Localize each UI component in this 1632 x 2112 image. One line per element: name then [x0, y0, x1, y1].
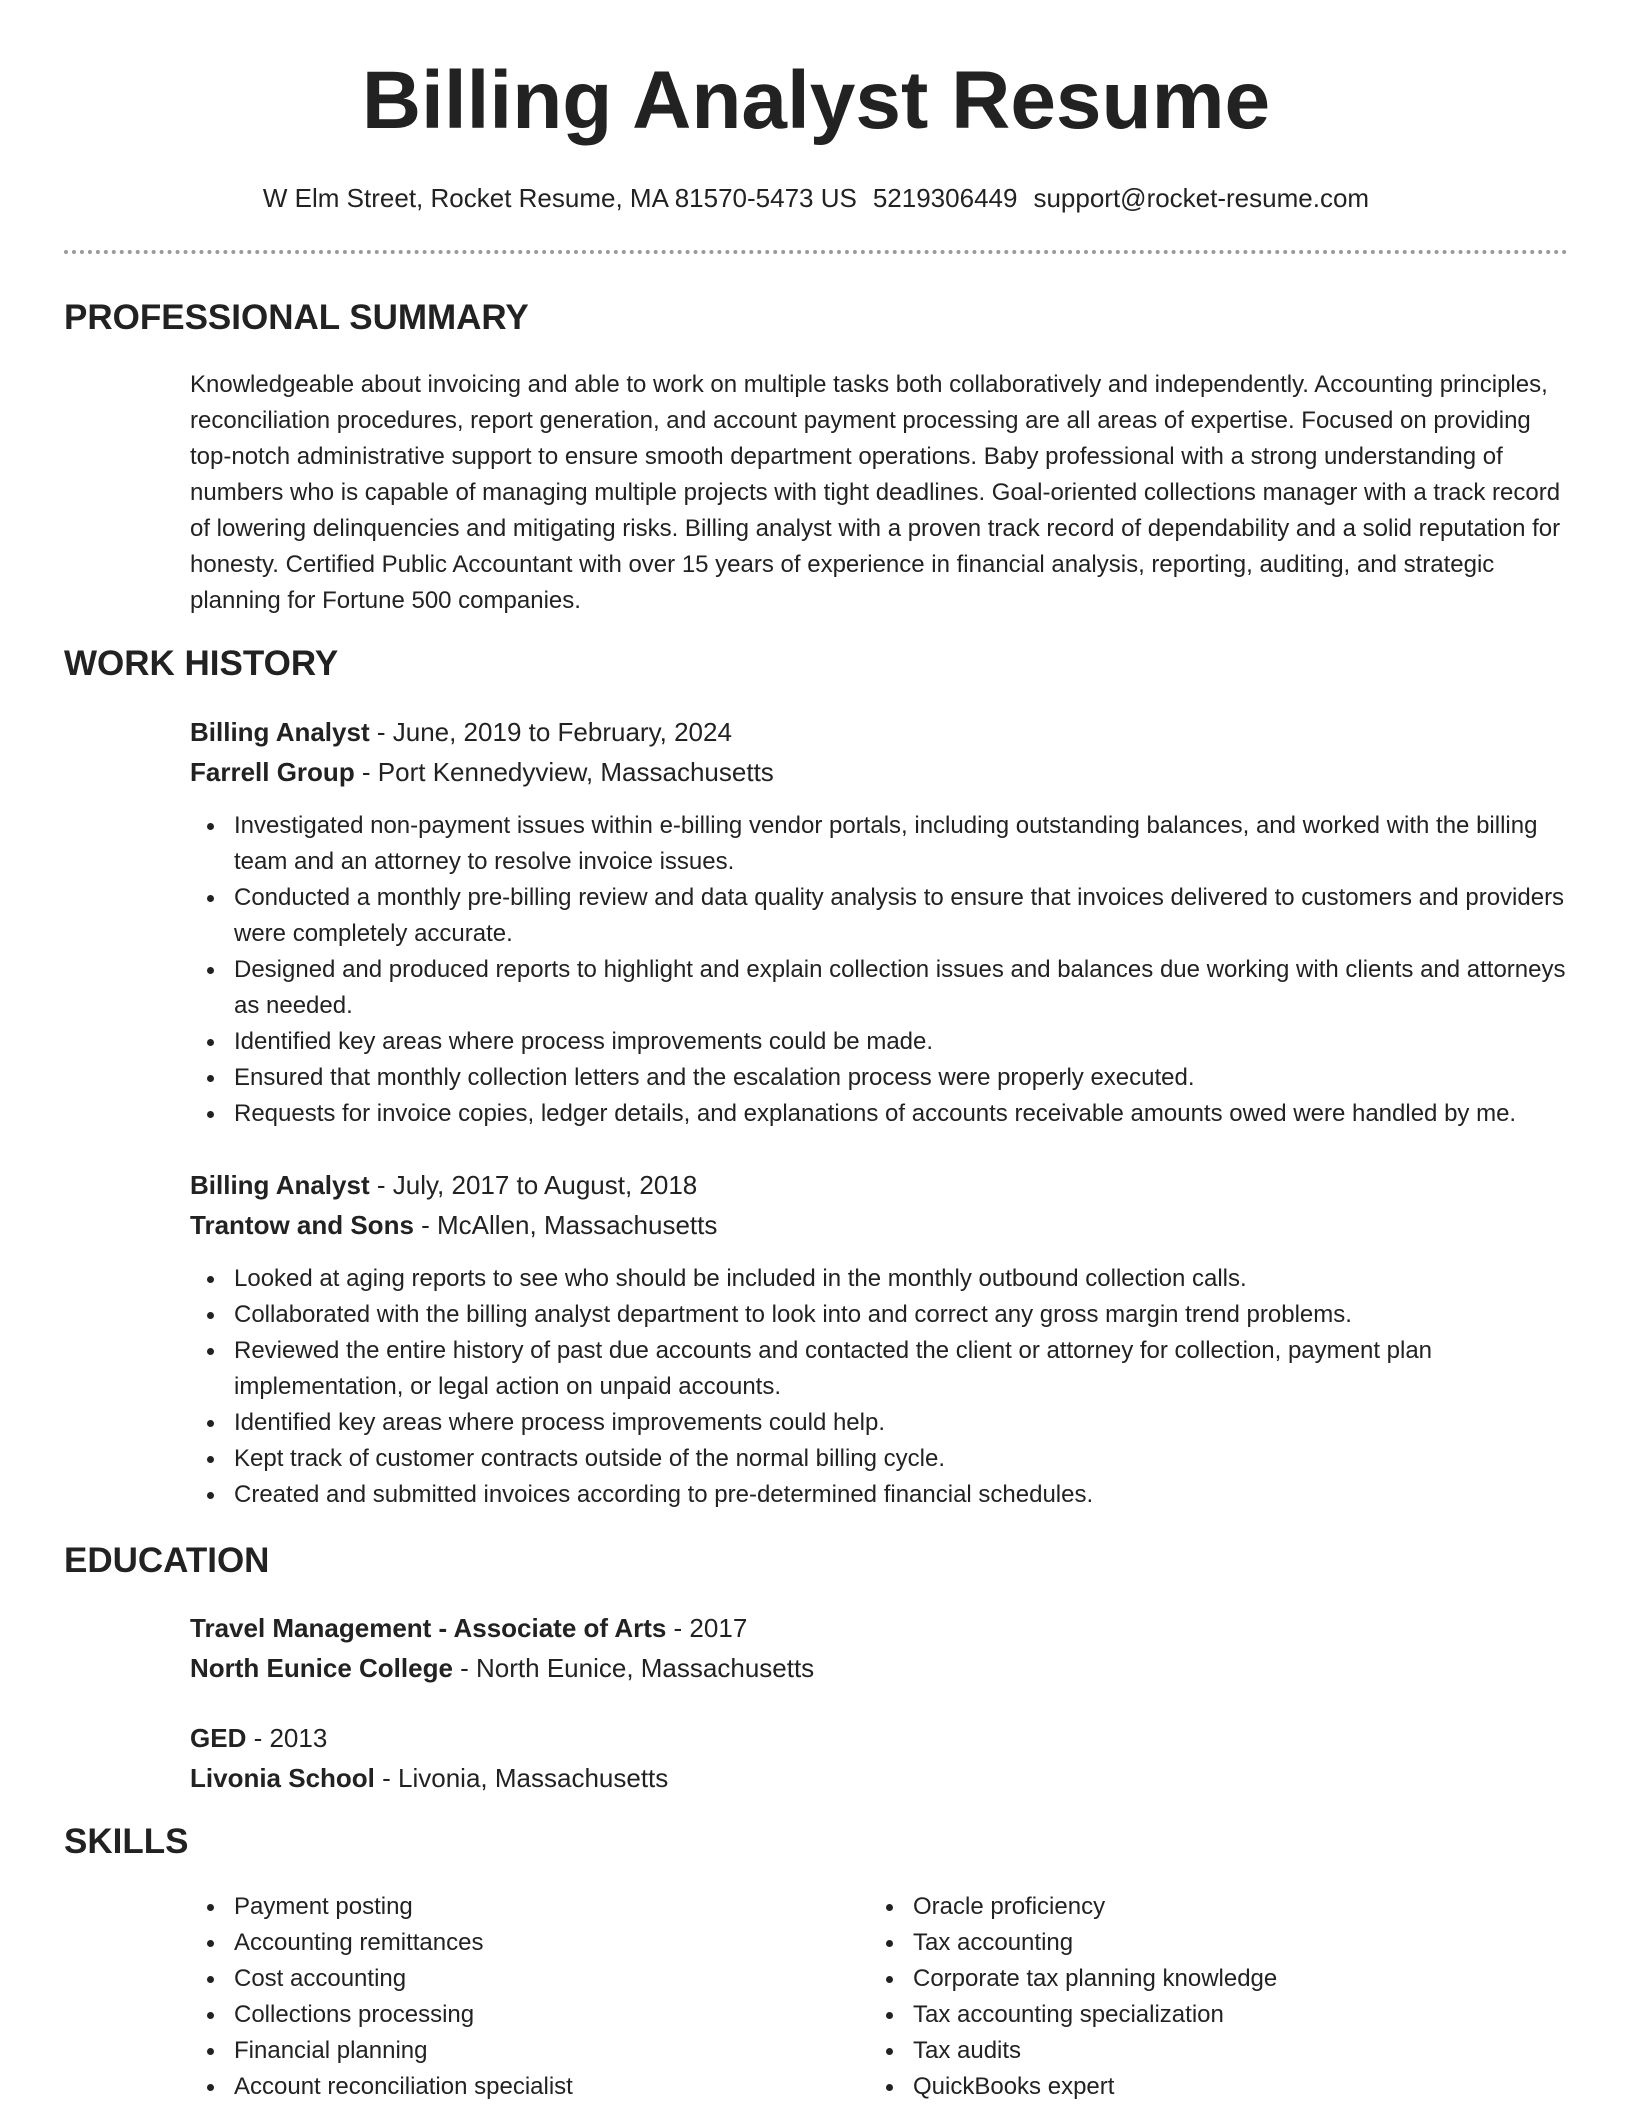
skills-list-right: [869, 1889, 1429, 2105]
education-location: - North Eunice, Massachusetts: [452, 1653, 815, 1683]
list-item: Created and submitted invoices according to pre-determined financial schedules.: [190, 1477, 1570, 1513]
skill-item: Tax accounting: [869, 1925, 1429, 1961]
header-divider: [64, 250, 1568, 254]
skill-item: Oracle proficiency: [869, 1889, 1429, 1925]
education-school-line: [190, 1763, 668, 1794]
list-item: Kept track of customer contracts outside of the normal billing cycle.: [190, 1441, 1570, 1477]
skill-item: QuickBooks expert: [869, 2069, 1429, 2105]
job-dates: - June, 2019 to February, 2024: [369, 717, 732, 747]
education-school-line: [190, 1653, 814, 1684]
job-company-line: [190, 1210, 717, 1241]
education-school: North Eunice College: [190, 1653, 453, 1683]
job-location: - Port Kennedyview, Massachusetts: [354, 757, 774, 787]
education-degree: Travel Management - Associate of Arts: [190, 1613, 667, 1643]
job-title-line: [190, 717, 732, 748]
list-item: Requests for invoice copies, ledger details, and explanations of accounts receivable amounts owed were handled by me.: [190, 1096, 1570, 1132]
education-school: Livonia School: [190, 1763, 375, 1793]
list-item: Designed and produced reports to highlight and explain collection issues and balances due working with clients and attorneys as needed.: [190, 952, 1570, 1024]
contact-address: W Elm Street, Rocket Resume, MA 81570-5473 US: [262, 183, 857, 213]
skill-item: Financial planning: [190, 2033, 750, 2069]
education-degree-line: [190, 1723, 327, 1754]
education-year: - 2013: [246, 1723, 328, 1753]
skill-item: Collections processing: [190, 1997, 750, 2033]
job-bullets: [190, 808, 1570, 1132]
job-company: Farrell Group: [190, 757, 355, 787]
contact-phone: 5219306449: [872, 183, 1018, 213]
skill-item: Tax accounting specialization: [869, 1997, 1429, 2033]
education-location: - Livonia, Massachusetts: [374, 1763, 669, 1793]
contact-line: [0, 183, 1632, 214]
job-company-line: [190, 757, 774, 788]
list-item: Ensured that monthly collection letters and the escalation process were properly executed.: [190, 1060, 1570, 1096]
list-item: Investigated non-payment issues within e-billing vendor portals, including outstanding balances, and worked with the billing team and an attorney to resolve invoice issues.: [190, 808, 1570, 880]
summary-text: Knowledgeable about invoicing and able to work on multiple tasks both collaboratively and independently. Accounting principles, reconciliation procedures, report generation, and account payment processing are all areas of expertise. Focused on providing top-notch administrative support to ensure smooth department operations. Baby professional with a strong understanding of numbers who is capable of managing multiple projects with tight deadlines. Goal-oriented collections manager with a track record of lowering delinquencies and mitigating risks. Billing analyst with a proven track record of dependability and a solid reputation for honesty. Certified Public Accountant with over 15 years of experience in financial analysis, reporting, auditing, and strategic planning for Fortune 500 companies.: [190, 371, 1561, 614]
skill-item: Cost accounting: [190, 1961, 750, 1997]
resume-title: Billing Analyst Resume: [361, 55, 1271, 146]
list-item: Collaborated with the billing analyst department to look into and correct any gross margin trend problems.: [190, 1297, 1570, 1333]
job-company: Trantow and Sons: [190, 1210, 414, 1240]
job-dates: - July, 2017 to August, 2018: [369, 1170, 698, 1200]
skill-item: Corporate tax planning knowledge: [869, 1961, 1429, 1997]
job-title: Billing Analyst: [190, 717, 370, 747]
list-item: Identified key areas where process improvements could help.: [190, 1405, 1570, 1441]
list-item: Identified key areas where process improvements could be made.: [190, 1024, 1570, 1060]
job-bullets: [190, 1261, 1570, 1513]
skill-item: Payment posting: [190, 1889, 750, 1925]
summary-heading: PROFESSIONAL SUMMARY: [64, 298, 529, 337]
education-degree-line: [190, 1613, 747, 1644]
contact-email[interactable]: support@rocket-resume.com: [1033, 183, 1370, 213]
skill-item: Tax audits: [869, 2033, 1429, 2069]
education-year: - 2017: [666, 1613, 748, 1643]
education-degree: GED: [190, 1723, 247, 1753]
education-heading: EDUCATION: [64, 1541, 270, 1580]
skills-list-left: [190, 1889, 750, 2105]
job-title-line: [190, 1170, 697, 1201]
list-item: Reviewed the entire history of past due accounts and contacted the client or attorney for collection, payment plan implementation, or legal action on unpaid accounts.: [190, 1333, 1570, 1405]
skills-heading: SKILLS: [64, 1822, 189, 1861]
skill-item: Account reconciliation specialist: [190, 2069, 750, 2105]
job-title: Billing Analyst: [190, 1170, 370, 1200]
list-item: Conducted a monthly pre-billing review and data quality analysis to ensure that invoices delivered to customers and providers were completely accurate.: [190, 880, 1570, 952]
work-history-heading: WORK HISTORY: [64, 644, 339, 683]
skill-item: Accounting remittances: [190, 1925, 750, 1961]
job-location: - McAllen, Massachusetts: [413, 1210, 718, 1240]
list-item: Looked at aging reports to see who should be included in the monthly outbound collection calls.: [190, 1261, 1570, 1297]
